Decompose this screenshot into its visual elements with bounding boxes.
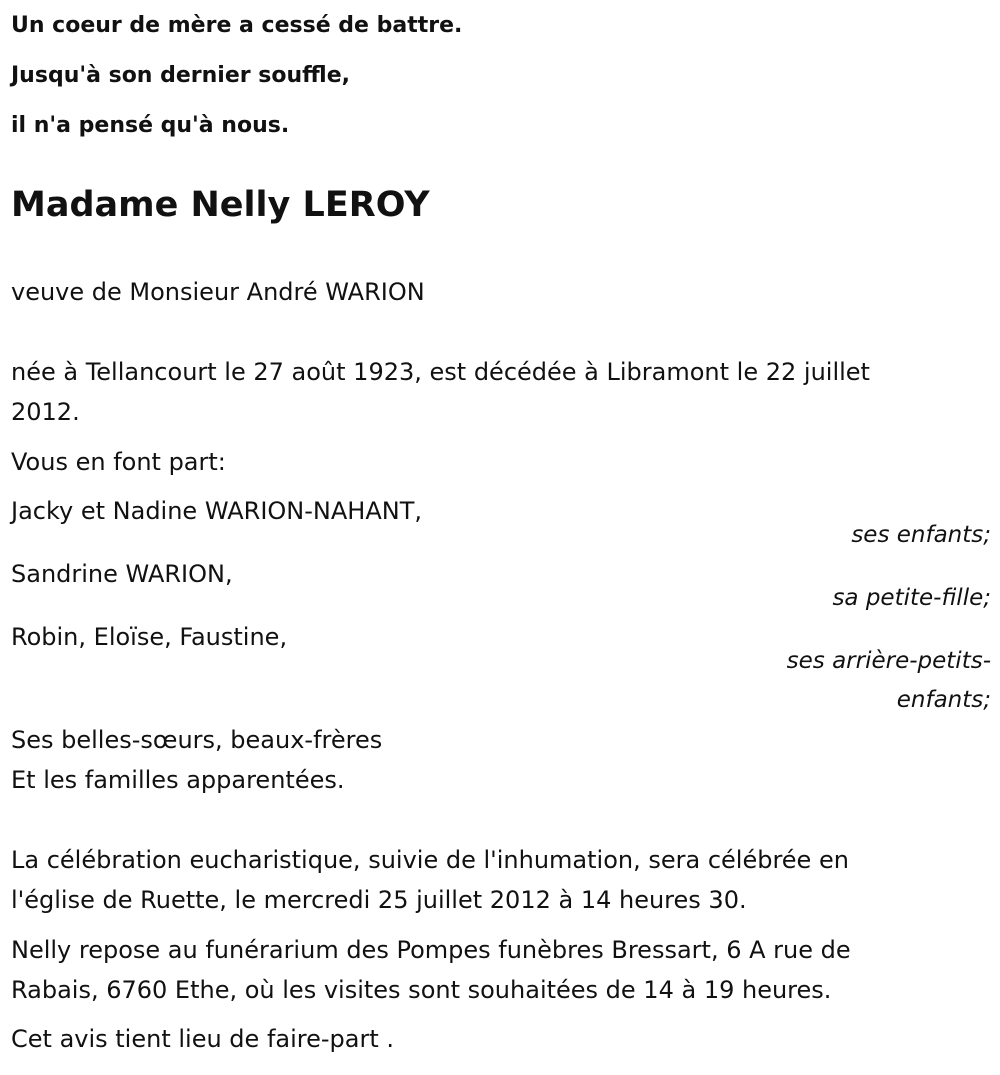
closing-note: Cet avis tient lieu de faire-part . xyxy=(11,1025,395,1053)
family-relation-granddaughter: sa petite-fille; xyxy=(832,585,991,611)
birth-death-line-2: 2012. xyxy=(11,398,80,426)
funeral-home-line-1: Nelly repose au funérarium des Pompes funèbres Bressart, 6 A rue de xyxy=(11,936,851,964)
family-names-great-grandchildren: Robin, Eloïse, Faustine, xyxy=(11,623,288,651)
family-names-children: Jacky et Nadine WARION-NAHANT, xyxy=(11,497,422,525)
birth-death-line-1: née à Tellancourt le 27 août 1923, est décédée à Libramont le 22 juillet xyxy=(11,358,870,386)
family-relation-great-grandchildren-line-2: enfants; xyxy=(896,687,991,713)
funeral-home-line-2: Rabais, 6760 Ethe, où les visites sont souhaitées de 14 à 19 heures. xyxy=(11,976,832,1004)
epitaph-line-3: il n'a pensé qu'à nous. xyxy=(11,113,290,138)
ceremony-line-2: l'église de Ruette, le mercredi 25 juillet 2012 à 14 heures 30. xyxy=(11,886,747,914)
deceased-name: Madame Nelly LEROY xyxy=(11,185,430,225)
others-line-1: Ses belles-sœurs, beaux-frères xyxy=(11,726,383,754)
announcement-intro: Vous en font part: xyxy=(11,448,226,476)
ceremony-line-1: La célébration eucharistique, suivie de l'inhumation, sera célébrée en xyxy=(11,846,849,874)
others-line-2: Et les familles apparentées. xyxy=(11,766,345,794)
widow-of: veuve de Monsieur André WARION xyxy=(11,278,425,306)
epitaph-line-1: Un coeur de mère a cessé de battre. xyxy=(11,13,463,38)
family-relation-great-grandchildren-line-1: ses arrière-petits- xyxy=(786,648,991,674)
family-relation-children: ses enfants; xyxy=(851,522,991,548)
epitaph-line-2: Jusqu'à son dernier souffle, xyxy=(11,63,350,88)
family-names-granddaughter: Sandrine WARION, xyxy=(11,560,233,588)
